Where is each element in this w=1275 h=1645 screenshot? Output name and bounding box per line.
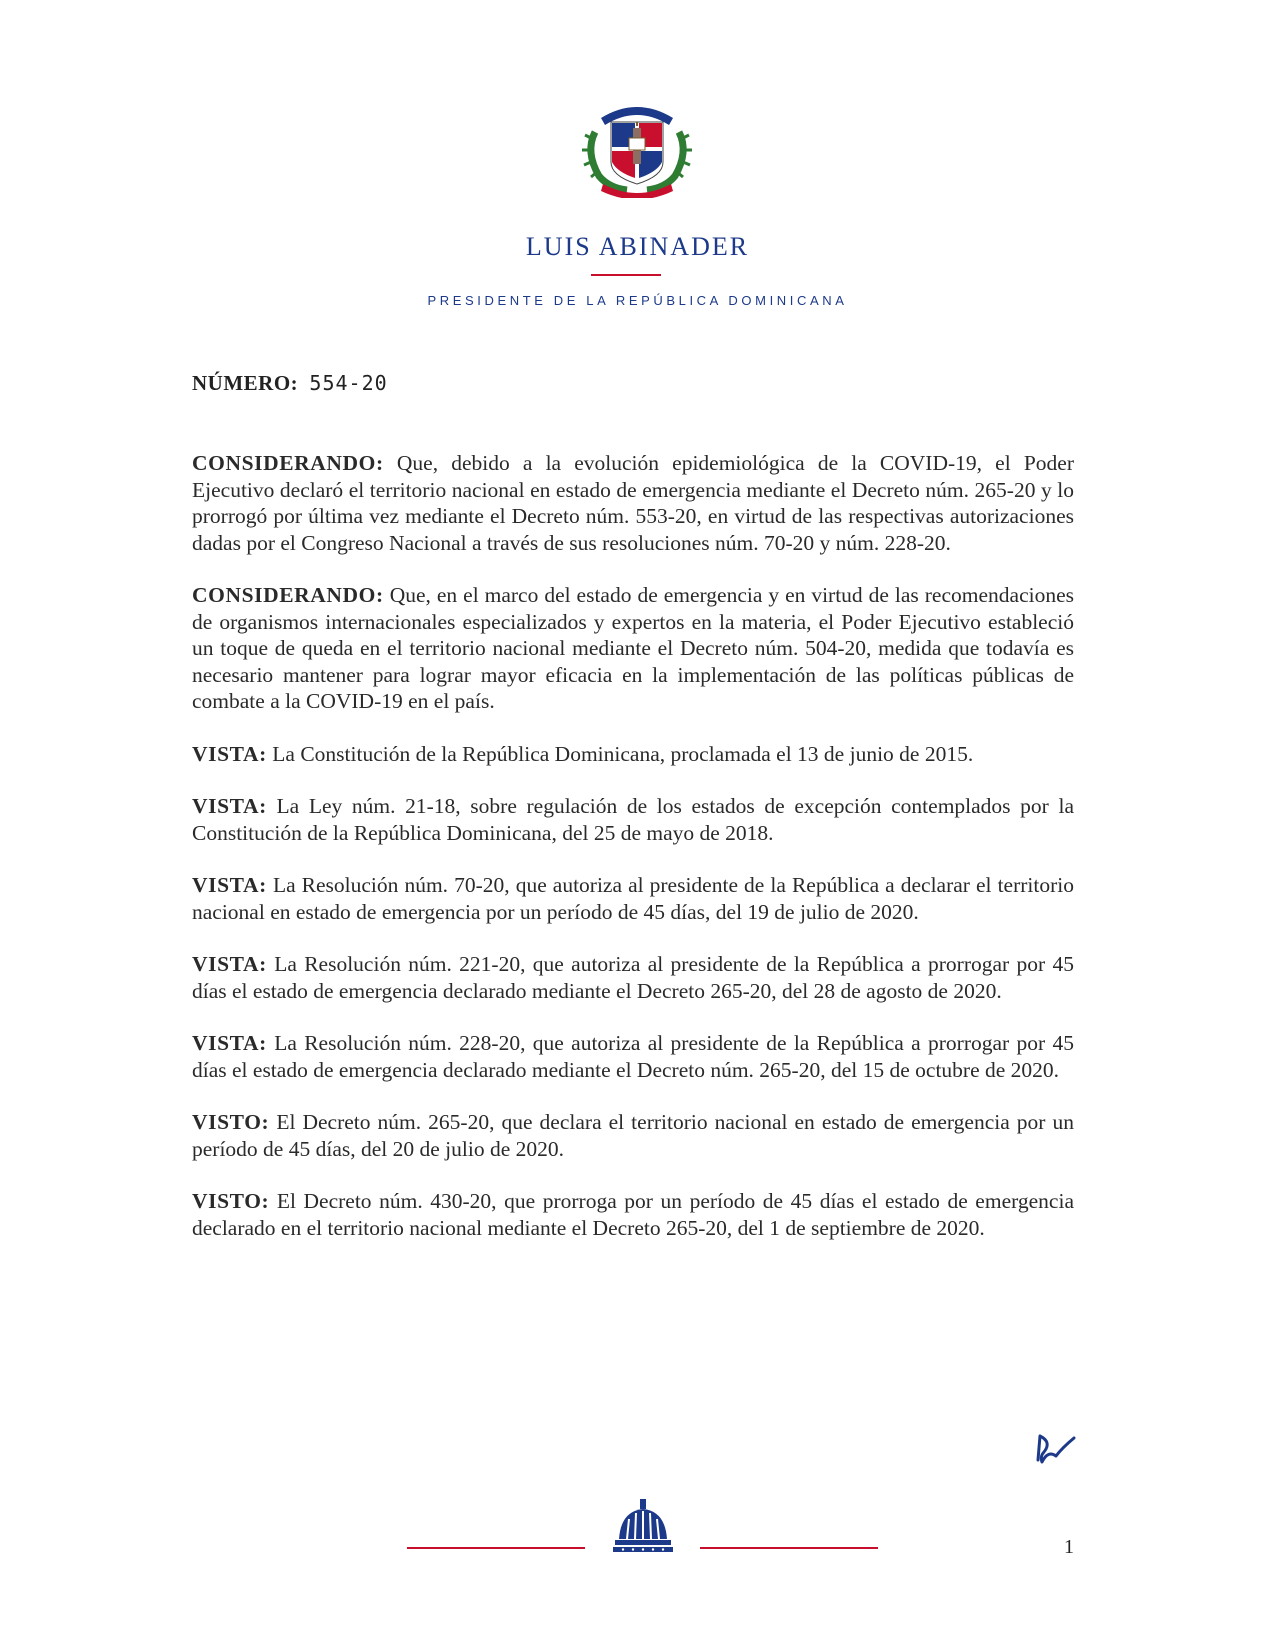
paragraph-keyword: VISTA: [192,794,267,818]
paragraph [192,1109,1074,1162]
paragraph-keyword: VISTA: [192,952,267,976]
document-body [192,450,1074,1267]
footer-rule-left [407,1547,585,1549]
president-title: PRESIDENTE DE LA REPÚBLICA DOMINICANA [427,293,848,308]
paragraph-keyword: VISTA: [192,741,267,766]
decree-number [192,371,388,396]
decree-number-label: NÚMERO: [192,371,299,395]
paragraph [192,793,1074,846]
paragraph-text: La Resolución núm. 221-20, que autoriza al presidente de la República a prorrogar por 45 días el estado de emergencia declarado mediante el Decreto 265-20, del 28 de agosto de 2020. [192,952,1074,1003]
paragraph-text: La Resolución núm. 70-20, que autoriza al presidente de la República a declarar el territorio nacional en estado de emergencia por un período de 45 días, del 19 de julio de 2020. [192,873,1074,924]
paragraph-keyword: VISTO: [192,1189,270,1213]
initials-icon [1030,1430,1078,1470]
paragraph-keyword: VISTA: [192,1031,267,1055]
paragraph [192,1030,1074,1083]
paragraph-keyword: CONSIDERANDO: [192,451,384,475]
paragraph-text: La Resolución núm. 228-20, que autoriza al presidente de la República a prorrogar por 45 días el estado de emergencia declarado mediante el Decreto núm. 265-20, del 15 de octubre de 2020. [192,1031,1074,1082]
paragraph [192,872,1074,925]
page-number: 1 [1064,1536,1074,1558]
dome-icon [609,1497,677,1557]
paragraph-keyword: CONSIDERANDO: [192,583,384,607]
paragraph-text: Que, en el marco del estado de emergencia y en virtud de las recomendaciones de organismos internacionales especializados y expertos en la materia, el Poder Ejecutivo estableció un toque de queda en el territorio nacional mediante el Decreto núm. 504-20, medida que todavía es necesario mantener para lograr mayor eficacia en la implementación de las políticas públicas de combate a la COVID-19 en el país. [192,583,1074,713]
paragraph [192,450,1074,556]
name-underline [591,274,661,276]
coat-of-arms-icon [577,92,697,198]
paragraph [192,1188,1074,1241]
paragraph-text: La Ley núm. 21-18, sobre regulación de los estados de excepción contemplados por la Constitución de la República Dominicana, del 25 de mayo de 2018. [192,794,1074,845]
paragraph-text: Que, debido a la evolución epidemiológica de la COVID-19, el Poder Ejecutivo declaró el territorio nacional en estado de emergencia mediante el Decreto núm. 265-20 y lo prorrogó por última vez mediante el Decreto núm. 553-20, en virtud de las respectivas autorizaciones dadas por el Congreso Nacional a través de sus resoluciones núm. 70-20 y núm. 228-20. [192,451,1074,555]
paragraph [192,582,1074,715]
paragraph [192,741,1074,768]
paragraph-text: El Decreto núm. 430-20, que prorroga por un período de 45 días el estado de emergencia declarado en el territorio nacional mediante el Decreto 265-20, del 1 de septiembre de 2020. [192,1189,1074,1240]
paragraph-text: La Constitución de la República Dominicana, proclamada el 13 de junio de 2015. [266,741,974,766]
president-name: LUIS ABINADER [525,232,750,261]
paragraph [192,951,1074,1004]
decree-number-value: 554-20 [309,371,388,395]
paragraph-text: El Decreto núm. 265-20, que declara el territorio nacional en estado de emergencia por un período de 45 días, del 20 de julio de 2020. [192,1110,1074,1161]
paragraph-keyword: VISTO: [192,1110,270,1134]
paragraph-keyword: VISTA: [192,873,267,897]
footer-rule-right [700,1547,878,1549]
